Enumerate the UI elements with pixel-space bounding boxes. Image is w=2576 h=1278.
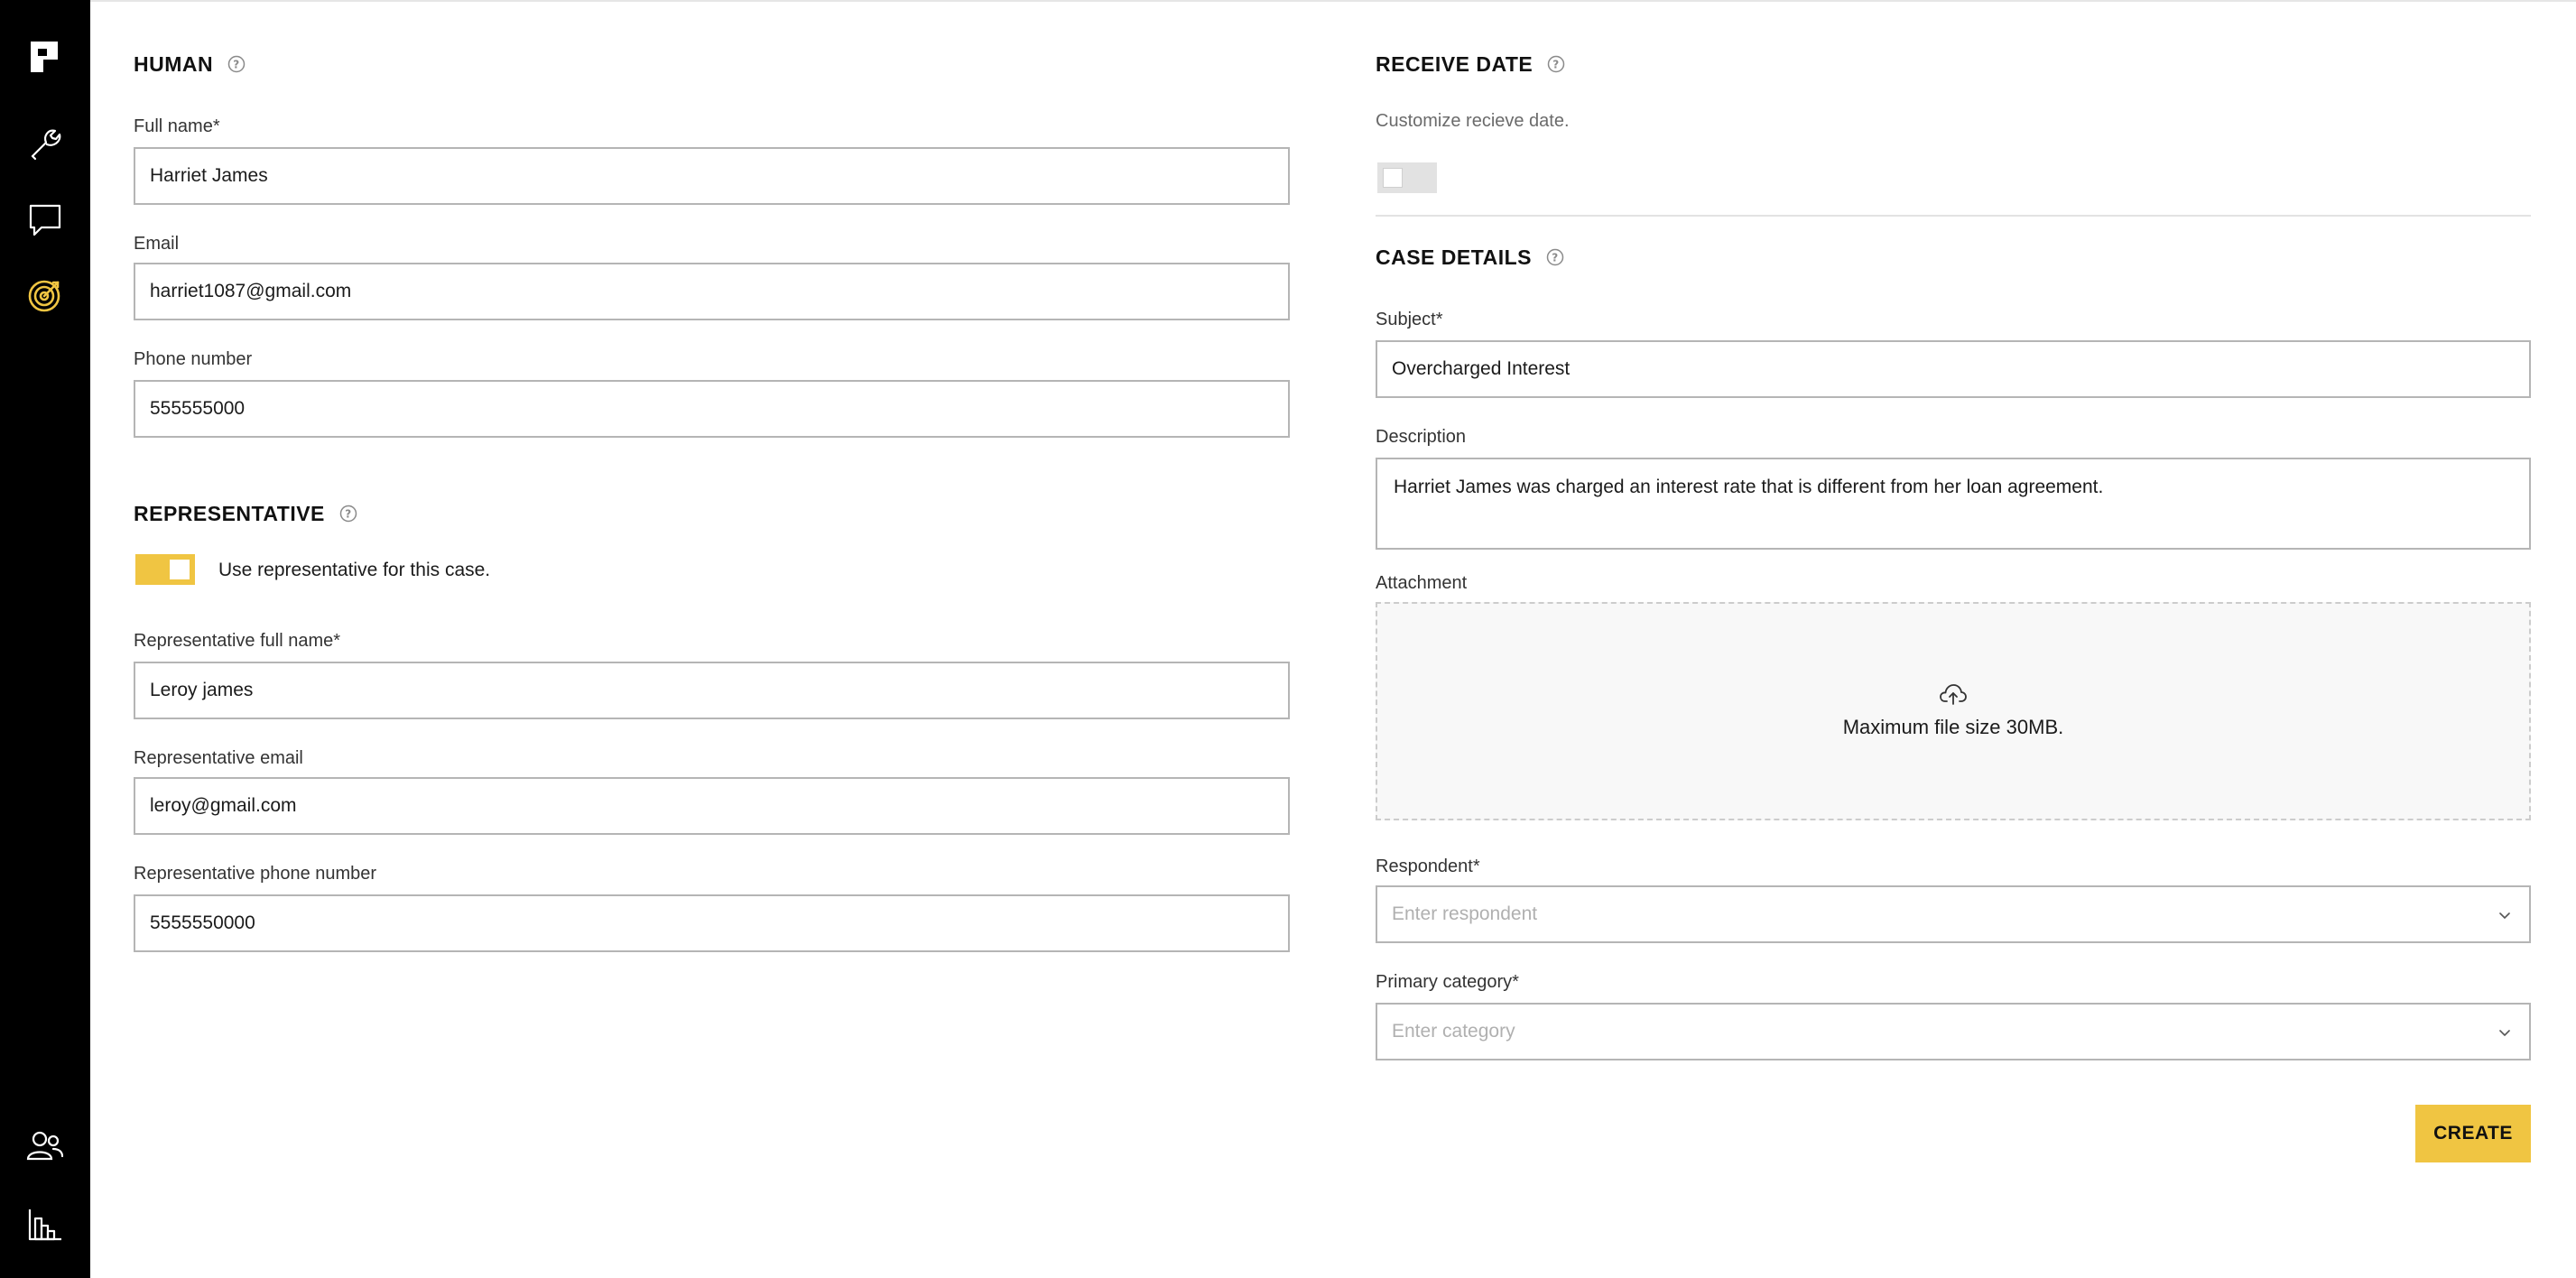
email-input[interactable] [134, 263, 1290, 320]
sidebar [0, 0, 90, 1278]
receive-date-toggle[interactable] [1377, 162, 1437, 193]
human-title-text: HUMAN [134, 52, 214, 76]
representative-phone-input[interactable] [134, 894, 1290, 952]
representative-full-name-input[interactable] [134, 662, 1290, 719]
representative-full-name-label: Representative full name* [134, 631, 341, 651]
svg-text:?: ? [1552, 251, 1559, 264]
top-divider [90, 0, 2576, 2]
attachment-label: Attachment [1376, 573, 1468, 593]
respondent-select[interactable] [1376, 885, 2531, 943]
full-name-input[interactable] [134, 147, 1290, 205]
receive-date-section-title [1376, 51, 1565, 77]
help-icon[interactable] [227, 55, 246, 73]
users-icon[interactable] [25, 1126, 65, 1166]
primary-category-label: Primary category* [1376, 972, 1519, 992]
phone-input[interactable] [134, 380, 1290, 438]
respondent-label: Respondent* [1376, 857, 1480, 876]
representative-toggle-label: Use representative for this case. [218, 560, 491, 580]
human-section-title [134, 51, 246, 77]
representative-title-text: REPRESENTATIVE [134, 502, 325, 525]
create-button[interactable]: CREATE [2415, 1105, 2531, 1162]
representative-email-input[interactable] [134, 777, 1290, 835]
email-label: Email [134, 234, 180, 254]
attachment-hint: Maximum file size 30MB. [1842, 716, 2064, 738]
description-label: Description [1376, 427, 1467, 447]
chevron-down-icon [2497, 907, 2513, 923]
description-textarea[interactable] [1376, 458, 2531, 550]
logo-icon[interactable] [25, 38, 65, 78]
full-name-label: Full name* [134, 116, 220, 136]
phone-label: Phone number [134, 349, 253, 369]
representative-toggle[interactable] [135, 554, 195, 585]
toggle-knob [170, 560, 190, 579]
representative-phone-label: Representative phone number [134, 864, 377, 884]
svg-text:?: ? [345, 507, 352, 521]
attachment-dropzone[interactable] [1376, 602, 2531, 820]
case-details-title-text: CASE DETAILS [1376, 245, 1532, 269]
representative-email-label: Representative email [134, 748, 303, 768]
toggle-knob [1383, 168, 1403, 188]
chat-icon[interactable] [25, 200, 65, 240]
receive-date-title-text: RECEIVE DATE [1376, 52, 1534, 76]
primary-category-placeholder: Enter category [1392, 1021, 1515, 1042]
cloud-upload-icon [1939, 681, 1968, 707]
primary-category-select[interactable] [1376, 1003, 2531, 1060]
respondent-placeholder: Enter respondent [1392, 903, 1538, 924]
help-icon[interactable] [1547, 55, 1565, 73]
svg-text:?: ? [1552, 58, 1561, 71]
bar-chart-icon[interactable] [25, 1204, 65, 1244]
subject-label: Subject* [1376, 310, 1443, 329]
receive-date-description: Customize recieve date. [1376, 111, 1570, 131]
help-icon[interactable] [339, 505, 357, 523]
target-icon[interactable] [25, 274, 65, 314]
section-divider [1376, 215, 2531, 217]
representative-section-title [134, 501, 357, 526]
subject-input[interactable] [1376, 340, 2531, 398]
case-details-section-title [1376, 245, 1564, 270]
chevron-down-icon [2497, 1024, 2513, 1041]
wrench-icon[interactable] [25, 123, 65, 162]
help-icon[interactable] [1546, 248, 1564, 266]
svg-text:?: ? [233, 58, 240, 71]
